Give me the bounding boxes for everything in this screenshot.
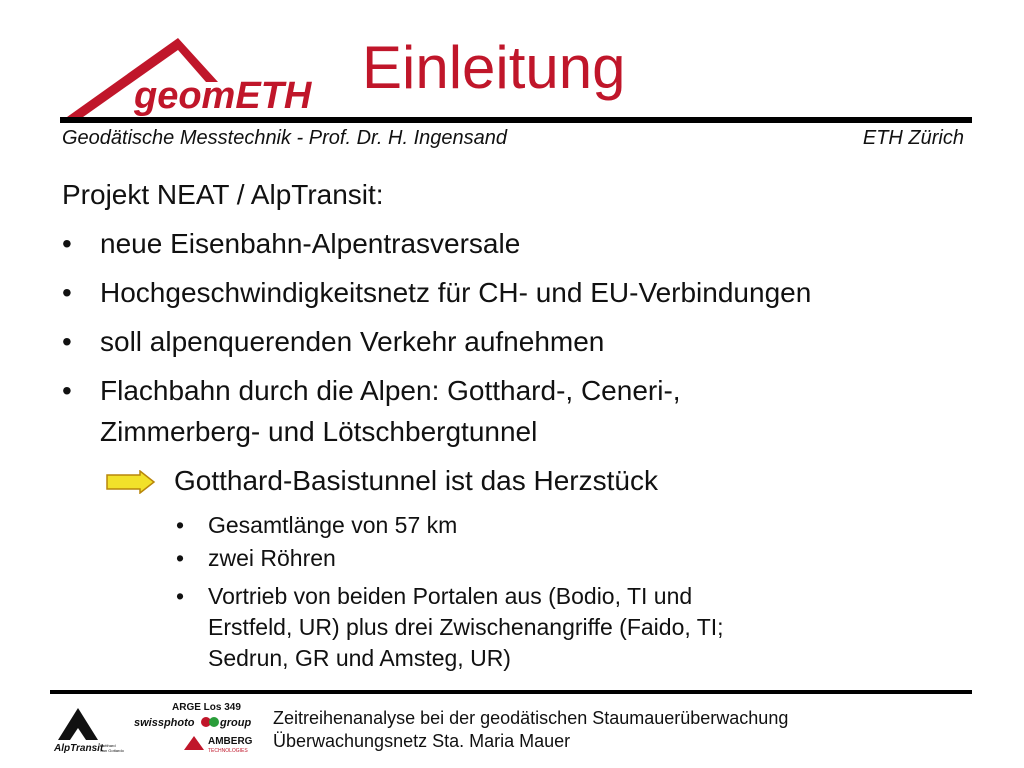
sub-bullet-item: Gesamtlänge von 57 km	[208, 512, 458, 538]
amberg-logo	[184, 736, 253, 754]
footer-divider	[50, 690, 972, 694]
swissphoto-logo	[134, 702, 251, 729]
geometh-logo	[56, 30, 336, 130]
bullet-item: neue Eisenbahn-Alpentrasversale	[100, 228, 521, 259]
arge-label: ARGE Los 349	[172, 702, 241, 713]
content-heading: Projekt NEAT / AlpTransit:	[62, 179, 384, 210]
alptransit-label: AlpTransit	[54, 743, 104, 754]
bullet-marker: •	[62, 277, 72, 308]
amberg-label: AMBERG	[208, 736, 253, 747]
sub-bullet-item: Vortrieb von beiden Portalen aus (Bodio, TI und	[208, 583, 693, 609]
bullet-marker: •	[62, 228, 72, 259]
bullet-item: soll alpenquerenden Verkehr aufnehmen	[100, 326, 605, 357]
bullet-item: Hochgeschwindigkeitsnetz für CH- und EU-Verbindungen	[100, 277, 812, 308]
sub-bullet-marker: •	[176, 545, 185, 571]
sub-bullet-item: zwei Röhren	[208, 545, 336, 571]
sub-bullet-item-continuation: Sedrun, GR und Amsteg, UR)	[208, 645, 511, 671]
header-divider	[60, 117, 972, 123]
footer-line-2: Überwachungsnetz Sta. Maria Mauer	[273, 731, 571, 751]
bullet-marker: •	[62, 326, 72, 357]
alptransit-sub1: Gotthard	[100, 743, 116, 748]
alptransit-logo	[53, 708, 125, 754]
swissphoto-mark-green	[209, 717, 219, 727]
bullet-item: Flachbahn durch die Alpen: Gotthard-, Ceneri-,	[100, 375, 681, 406]
footer-logos	[52, 700, 262, 760]
bullet-item-continuation: Zimmerberg- und Lötschbergtunnel	[100, 416, 538, 447]
page-title: Einleitung	[362, 34, 626, 101]
arrow-text: Gotthard-Basistunnel ist das Herzstück	[174, 465, 658, 496]
swissphoto-group-label: group	[220, 717, 252, 729]
amberg-sub: TECHNOLOGIES	[208, 748, 248, 754]
swissphoto-label: swissphoto	[134, 717, 195, 729]
footer-line-1: Zeitreihenanalyse bei der geodätischen Staumauerüberwachung	[273, 708, 789, 728]
bullet-marker: •	[62, 375, 72, 406]
sub-bullet-marker: •	[176, 512, 185, 538]
sub-bullet-item-continuation: Erstfeld, UR) plus drei Zwischenangriffe (Faido, TI;	[208, 614, 724, 640]
header-subtitle-right: ETH Zürich	[862, 127, 964, 149]
logo-text: geomETH	[134, 75, 312, 117]
right-arrow-icon	[106, 470, 156, 494]
sub-bullet-marker: •	[176, 583, 185, 609]
alptransit-sub2: San Gottardo	[100, 748, 124, 753]
header-subtitle-left: Geodätische Messtechnik - Prof. Dr. H. Ingensand	[62, 127, 508, 149]
